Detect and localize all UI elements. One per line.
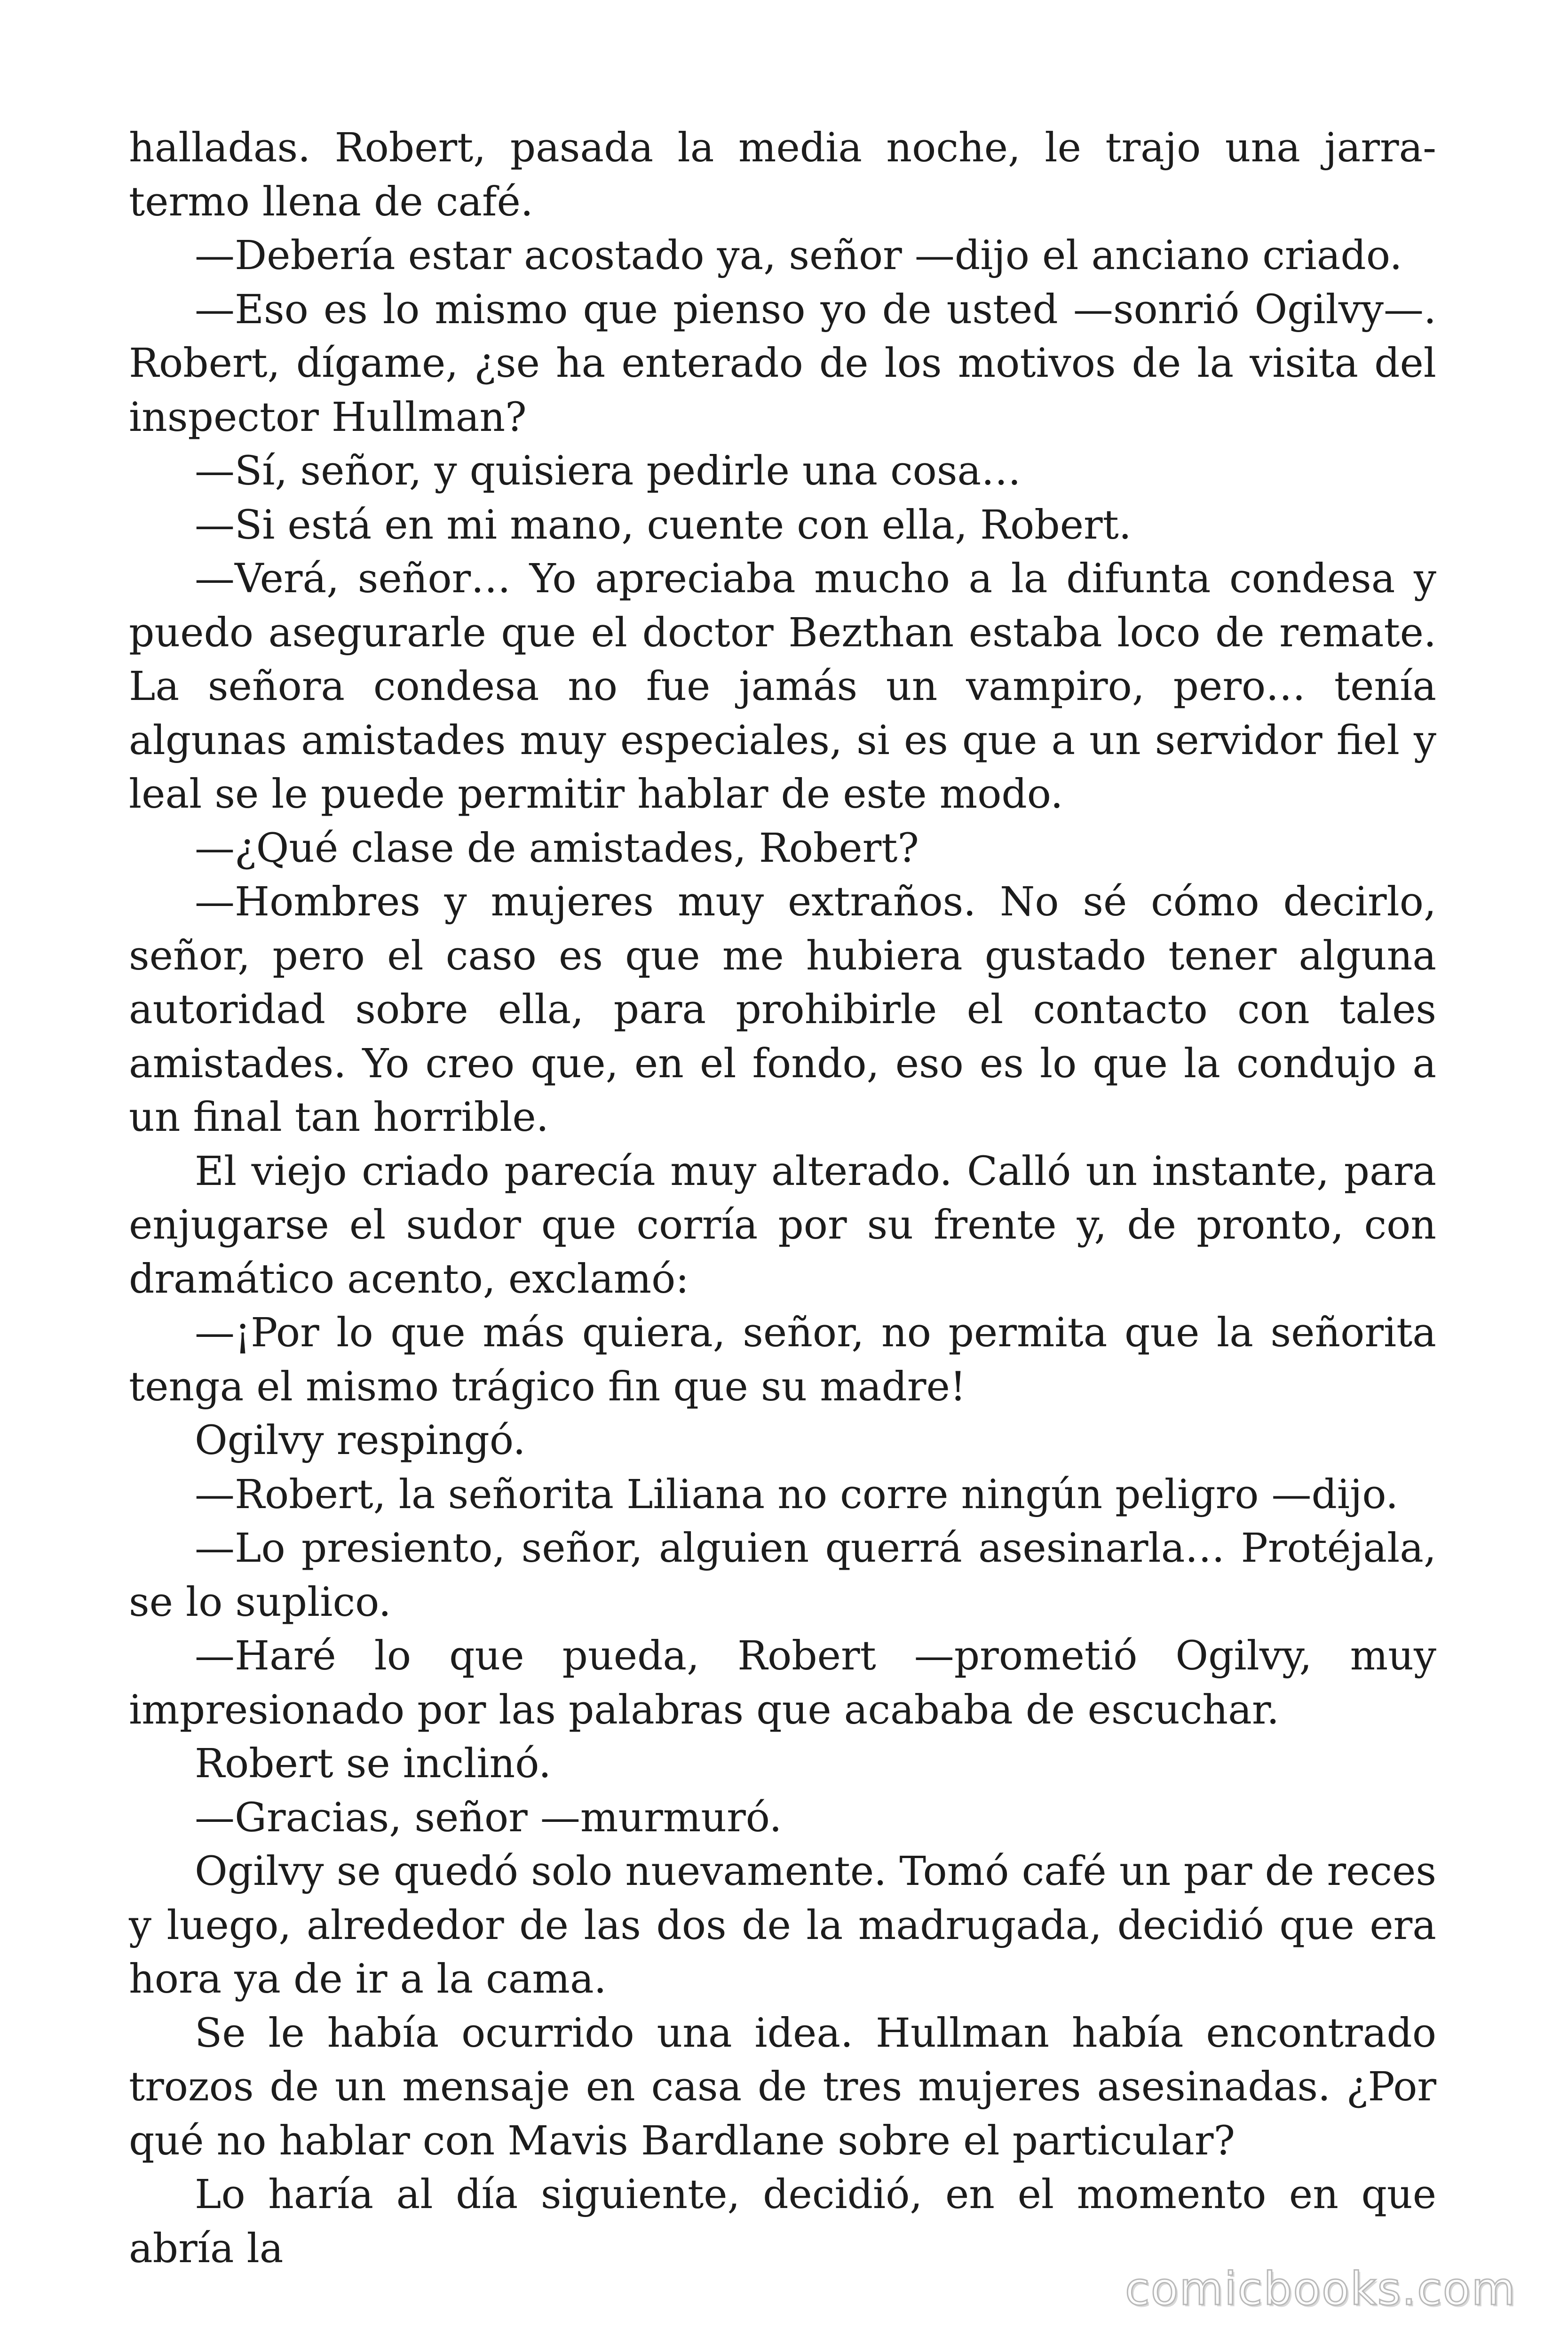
paragraph: Ogilvy se quedó solo nuevamente. Tomó café un par de reces y luego, alrededor de las dos de la madrugada, decidió que era hora ya de ir a la cama. (129, 1848, 1436, 2002)
paragraph: —Debería estar acostado ya, señor —dijo el anciano criado. (195, 232, 1402, 279)
paragraph: Robert se inclinó. (195, 1740, 551, 1787)
paragraph: —Eso es lo mismo que pienso yo de usted —sonrió Ogilvy—. Robert, dígame, ¿se ha enterado de los motivos de la visita del inspector Hullman? (129, 286, 1436, 441)
paragraph: halladas. Robert, pasada la media noche, le trajo una jarra-termo llena de café. (129, 125, 1436, 225)
paragraph: Ogilvy respingó. (195, 1417, 526, 1464)
paragraph: —Haré lo que pueda, Robert —prometió Ogilvy, muy impresionado por las palabras que acababa de escuchar. (129, 1633, 1436, 1733)
paragraph: —Verá, señor… Yo apreciaba mucho a la difunta condesa y puedo asegurarle que el doctor Bezthan estaba loco de remate. La señora condesa no fue jamás un vampiro, pero… tenía algunas amistades muy especiales, si es que a un servidor fiel y leal se le puede permitir hablar de este modo. (129, 556, 1436, 818)
paragraph: —Hombres y mujeres muy extraños. No sé cómo decirlo, señor, pero el caso es que me hubiera gustado tener alguna autoridad sobre ella, para prohibirle el contacto con tales amistades. Yo creo que, en el fondo, eso es lo que la condujo a un final tan horrible. (129, 879, 1436, 1141)
paragraph: —Gracias, señor —murmuró. (195, 1794, 782, 1841)
paragraph: —Robert, la señorita Liliana no corre ningún peligro —dijo. (195, 1471, 1399, 1518)
paragraph: Se le había ocurrido una idea. Hullman había encontrado trozos de un mensaje en casa de tres mujeres asesinadas. ¿Por qué no hablar con Mavis Bardlane sobre el particular? (129, 2010, 1436, 2164)
paragraph: —Si está en mi mano, cuente con ella, Robert. (195, 501, 1132, 548)
paragraph: —Lo presiento, señor, alguien querrá asesinarla… Protéjala, se lo suplico. (129, 1525, 1436, 1626)
paragraph: —¿Qué clase de amistades, Robert? (195, 825, 919, 872)
body-text (129, 121, 1436, 2276)
paragraph: Lo haría al día siguiente, decidió, en el momento en que abría la (129, 2171, 1436, 2272)
paragraph: —Sí, señor, y quisiera pedirle una cosa… (195, 448, 1022, 494)
watermark: comicbooks.com (1125, 2263, 1516, 2315)
paragraph: —¡Por lo que más quiera, señor, no permita que la señorita tenga el mismo trágico fin que su madre! (129, 1310, 1436, 1410)
paragraph: El viejo criado parecía muy alterado. Calló un instante, para enjugarse el sudor que corría por su frente y, de pronto, con dramático acento, exclamó: (129, 1148, 1436, 1303)
